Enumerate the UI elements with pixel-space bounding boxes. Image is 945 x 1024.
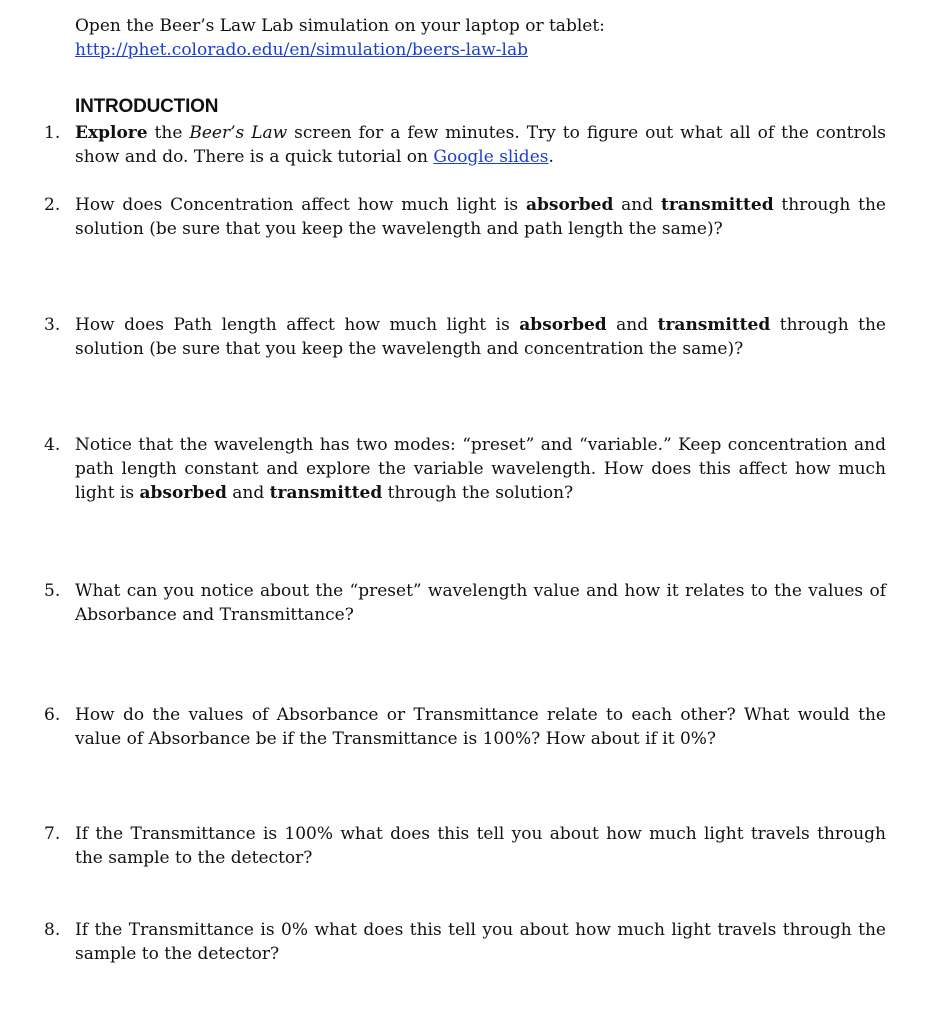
- question-text: How does Path length affect how much light is absorbed and transmitted through the solution (be sure that you keep the wavelength and concentration the same)?: [75, 315, 886, 359]
- question-8: [44, 918, 886, 966]
- question-text: If the Transmittance is 0% what does this tell you about how much light travels through the sample to the detector?: [75, 920, 886, 964]
- question-7: [44, 822, 886, 870]
- question-text: If the Transmittance is 100% what does this tell you about how much light travels through the sample to the detector?: [75, 824, 886, 868]
- question-number: 2.: [44, 195, 61, 215]
- question-4: [44, 433, 886, 505]
- question-number: 1.: [44, 123, 61, 143]
- question-number: 4.: [44, 435, 61, 455]
- question-5: [44, 579, 886, 627]
- section-heading: INTRODUCTION: [75, 96, 219, 117]
- question-1: [44, 121, 886, 169]
- question-number: 3.: [44, 315, 61, 335]
- question-number: 8.: [44, 920, 61, 940]
- question-3: [44, 313, 886, 361]
- intro-line: Open the Beer’s Law Lab simulation on your laptop or tablet:: [75, 16, 605, 36]
- simulation-link[interactable]: http://phet.colorado.edu/en/simulation/beers-law-lab: [75, 40, 528, 60]
- question-text: What can you notice about the “preset” wavelength value and how it relates to the values of Absorbance and Transmittance?: [75, 581, 886, 625]
- question-text: Notice that the wavelength has two modes: “preset” and “variable.” Keep concentration and path length constant and explore the variable wavelength. How does this affect how much light is absorbed and transmitted through the solution?: [75, 435, 886, 503]
- question-6: [44, 703, 886, 751]
- question-number: 7.: [44, 824, 61, 844]
- question-text: How does Concentration affect how much light is absorbed and transmitted through the solution (be sure that you keep the wavelength and path length the same)?: [75, 195, 886, 239]
- question-number: 6.: [44, 705, 61, 725]
- question-text: How do the values of Absorbance or Transmittance relate to each other? What would the value of Absorbance be if the Transmittance is 100%? How about if it 0%?: [75, 705, 886, 749]
- question-number: 5.: [44, 581, 61, 601]
- question-text: Explore the Beer’s Law screen for a few minutes. Try to figure out what all of the controls show and do. There is a quick tutorial on Google slides.: [75, 123, 886, 167]
- question-2: [44, 193, 886, 241]
- intro-block: [75, 14, 895, 62]
- google-slides-link[interactable]: Google slides: [433, 147, 549, 167]
